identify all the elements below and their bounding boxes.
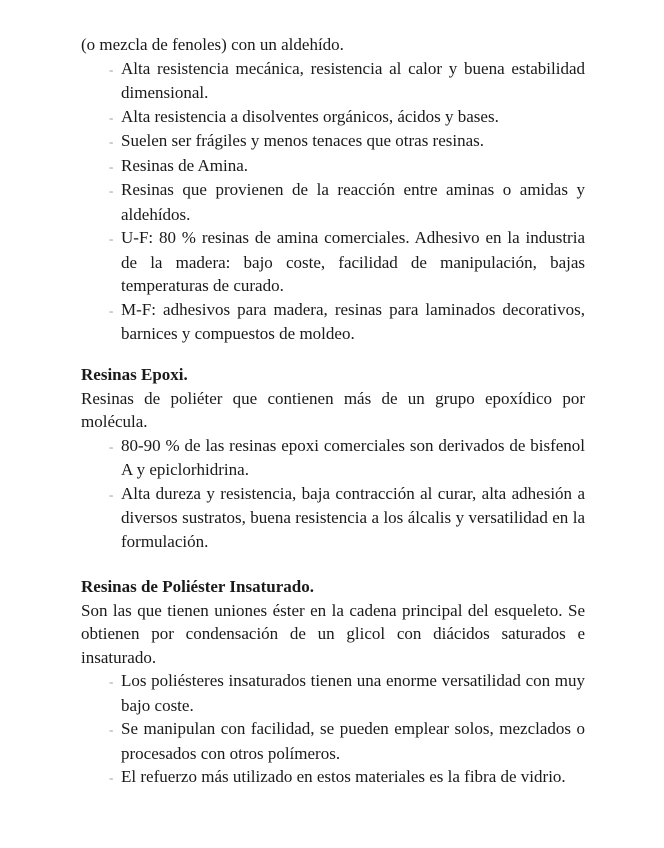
dash-icon: -: [109, 722, 114, 737]
dash-icon: -: [109, 183, 114, 198]
bullet-item: - 80-90 % de las resinas epoxi comerciales son derivados de bisfenol A y epiclorhidrina.: [109, 435, 585, 479]
dash-icon: -: [109, 158, 114, 174]
bullet-item: - Los poliésteres insaturados tienen una enorme versatilidad con muy bajo coste.: [109, 671, 585, 715]
polyester-section: [81, 575, 585, 790]
bullet-item: - Alta dureza y resistencia, baja contracción al curar, alta adhesión a diversos sustratos, buena resistencia a los álcalis y versatilidad en la formulación.: [109, 483, 585, 551]
dash-icon: -: [109, 231, 114, 246]
polyester-heading: Resinas de Poliéster Insaturado.: [81, 577, 314, 596]
epoxy-bullet-list: [81, 434, 585, 554]
dash-icon: -: [109, 438, 114, 454]
bullet-item: - M-F: adhesivos para madera, resinas para laminados decorativos, barnices y compuestos de moldeo.: [109, 299, 585, 343]
bullet-item: - El refuerzo más utilizado en estos materiales es la fibra de vidrio.: [81, 765, 585, 790]
dash-icon: -: [109, 674, 114, 689]
epoxy-section: [81, 363, 585, 553]
bullet-item: - Se manipulan con facilidad, se pueden emplear solos, mezclados o procesados con otros polímeros.: [109, 719, 585, 763]
epoxy-heading: Resinas Epoxi.: [81, 365, 188, 384]
dash-icon: -: [109, 770, 114, 785]
polyester-bullet-list: [81, 669, 585, 790]
dash-icon: -: [109, 302, 114, 318]
bullet-item: - Suelen ser frágiles y menos tenaces que otras resinas.: [81, 129, 585, 154]
polyester-paragraph: Son las que tienen uniones éster en la cadena principal del esqueleto. Se obtienen por condensación de un glicol con diácidos saturados e insaturado.: [81, 600, 585, 667]
dash-icon: -: [109, 486, 114, 502]
bullet-item: - U-F: 80 % resinas de amina comerciales. Adhesivo en la industria de la madera: bajo coste, facilidad de manipulación, bajas temperaturas de curado.: [109, 228, 585, 295]
bullet-item: - Alta resistencia mecánica, resistencia al calor y buena estabilidad dimensional.: [109, 58, 585, 102]
bullet-item: - Alta resistencia a disolventes orgánicos, ácidos y bases.: [81, 105, 585, 130]
bullet-item: - Resinas que provienen de la reacción entre aminas o amidas y aldehídos.: [109, 180, 585, 224]
epoxy-paragraph: Resinas de poliéter que contienen más de un grupo epoxídico por molécula.: [81, 388, 585, 431]
phenolic-section: [81, 33, 585, 346]
bullet-item: - Resinas de Amina.: [81, 154, 585, 179]
dash-icon: -: [109, 134, 114, 149]
intro-line: (o mezcla de fenoles) con un aldehído.: [81, 35, 344, 54]
dash-icon: -: [109, 109, 114, 125]
phenolic-bullet-list: [81, 57, 585, 346]
dash-icon: -: [109, 61, 114, 77]
